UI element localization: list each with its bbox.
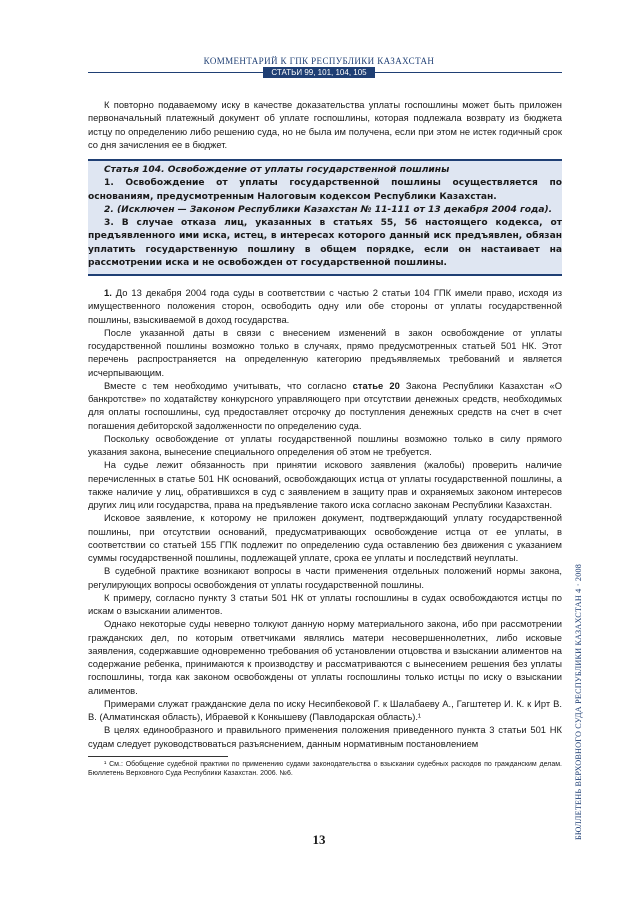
commentary-paragraph-5: На судье лежит обязанность при принятии искового заявления (жалобы) проверить наличие перечисленных в статье 501 НК оснований, освобождающих истца от уплаты государственной пошлины, а также наличие у лиц, обратившихся в суд с заявлением в защиту прав и охраняемых законом интересов других лиц или государства, права на предъявление такого иска согласно законам Республики Казахстан. (88, 459, 562, 510)
intro-paragraph: К повторно подаваемому иску в качестве доказательства уплаты госпошлины может быть приложен первоначальный платежный документ об уплате госпошлины, которая подлежала возврату из бюджета истцу по определению либо решению суда, но не была им получена, если при этом не истек годичный срок со дня зачисления ее в бюджет. (88, 99, 562, 150)
commentary-paragraph-7: В судебной практике возникают вопросы в части применения отдельных положений нормы закона, регулирующих вопросы освобождения от уплаты государственной пошлины. (88, 565, 562, 590)
article-item-3: 3. В случае отказа лиц, указанных в статьях 55, 56 настоящего кодекса, от предъявленного ими иска, истец, в интересах которого данный иск предъявлен, обязан уплатить государственную пошлину в общем порядке, если он настаивает на рассмотрении иска и не освобожден от государственной пошлины. (88, 218, 562, 268)
commentary-paragraph-8: К примеру, согласно пункту 3 статьи 501 НК от уплаты госпошлины в судах освобождаются истцы по искам о взыскании алиментов. (88, 591, 562, 616)
commentary-paragraph-3 (88, 379, 562, 432)
commentary-paragraph-1 (88, 286, 562, 326)
commentary-paragraph-10: Примерами служат гражданские дела по иску Несипбековой Г. к Шалабаеву А., Гагштетер И. К. к Ирт В. В. (Алматинская область), Ибраевой к Конкышеву (Павлодарская область).¹ (88, 697, 562, 722)
commentary-paragraph-6: Исковое заявление, к которому не приложен документ, подтверждающий уплату государственной пошлины, при отсутствии оснований, предусматривающих освобождение истца от ее уплаты, в соответствии со статьей 155 ГПК подлежит по определению суда оставлению без движения с указанием суммы государственной пошлины, подлежащей уплате, срока ее уплаты и последствий неуплаты. (88, 512, 562, 563)
article-item-2: 2. (Исключен — Законом Республики Казахстан № 11-111 от 13 декабря 2004 года). (104, 204, 553, 215)
commentary-paragraph-11: В целях единообразного и правильного применения положения приведенного пункта 3 статьи 501 НК судам следует руководствоваться разъяснением, данным нормативным постановлением (88, 724, 562, 749)
commentary-paragraph-4: Поскольку освобождение от уплаты государственной пошлины возможно только в силу прямого указания закона, вынесение специального определения об этом не требуется. (88, 432, 562, 457)
footnote: ¹ См.: Обобщение судебной практики по применению судами законодательства о взыскании судебных расходов по гражданским делам. Бюллетень Верховного Суда Республики Казахстан. 2006. №6. (88, 760, 562, 778)
commentary-paragraph-1-text: До 13 декабря 2004 года суды в соответствии с частью 2 статьи 104 ГПК имели право, исходя из имущественного положения сторон, освободить одну или обе стороны от уплаты государственной пошлины, взыскиваемой в доход государства. (88, 287, 562, 325)
p3-text-b: Закона Республики Казахстан «О банкротстве» по ходатайству конкурсного управляющего при отсутствии денежных средств, необходимых для оплаты госпошлины, суд предоставляет отсрочку до поступления денежных средств на счет в счет погашения дебиторской задолженности по определению суда. (88, 379, 562, 431)
article-title: Статья 104. Освобождение от уплаты государственной пошлины (104, 165, 450, 175)
journal-side-caption: БЮЛЛЕТЕНЬ ВЕРХОВНОГО СУДА РЕСПУБЛИКИ КАЗАХСТАН 4 · 2008 (574, 563, 583, 840)
footnote-rule (88, 756, 228, 757)
page-number: 13 (312, 832, 326, 847)
header-articles-badge: СТАТЬИ 99, 101, 104, 105 (263, 67, 375, 78)
page-content (88, 98, 562, 779)
commentary-paragraph-9: Однако некоторые суды неверно толкуют данную норму материального закона, ибо при рассмотрении гражданских дел, по которым ответчиками являлись матери несовершеннолетних, либо исковые заявления, содержавшие одновременно требования об установлении отцовства и взыскании алиментов на содержание ребенка, принимаются к производству и рассматриваются с вынесением решения без уплаты госпошлины, тогда как законом освобождены от уплаты госпошлины только истцы по иску о взыскании алиментов. (88, 618, 562, 696)
running-header-title: КОММЕНТАРИЙ К ГПК РЕСПУБЛИКИ КАЗАХСТАН (203, 56, 435, 66)
article-item-1: 1. Освобождение от уплаты государственной пошлины осуществляется по основаниям, предусмотренным Налоговым кодексом Республики Казахстан. (88, 178, 562, 202)
article-104-box (88, 159, 562, 276)
commentary-number: 1. (104, 287, 112, 298)
p3-text-a: Вместе с тем необходимо учитывать, что согласно (104, 379, 353, 391)
commentary-paragraph-2: После указанной даты в связи с внесением изменений в закон освобождение от уплаты государственной пошлины возможно только в случаях, прямо предусмотренных статьей 501 НК. Этот перечень распространяется на определенную категорию предъявляемых требований и является исчерпывающим. (88, 326, 562, 378)
article-20-reference: статье 20 (352, 379, 400, 391)
